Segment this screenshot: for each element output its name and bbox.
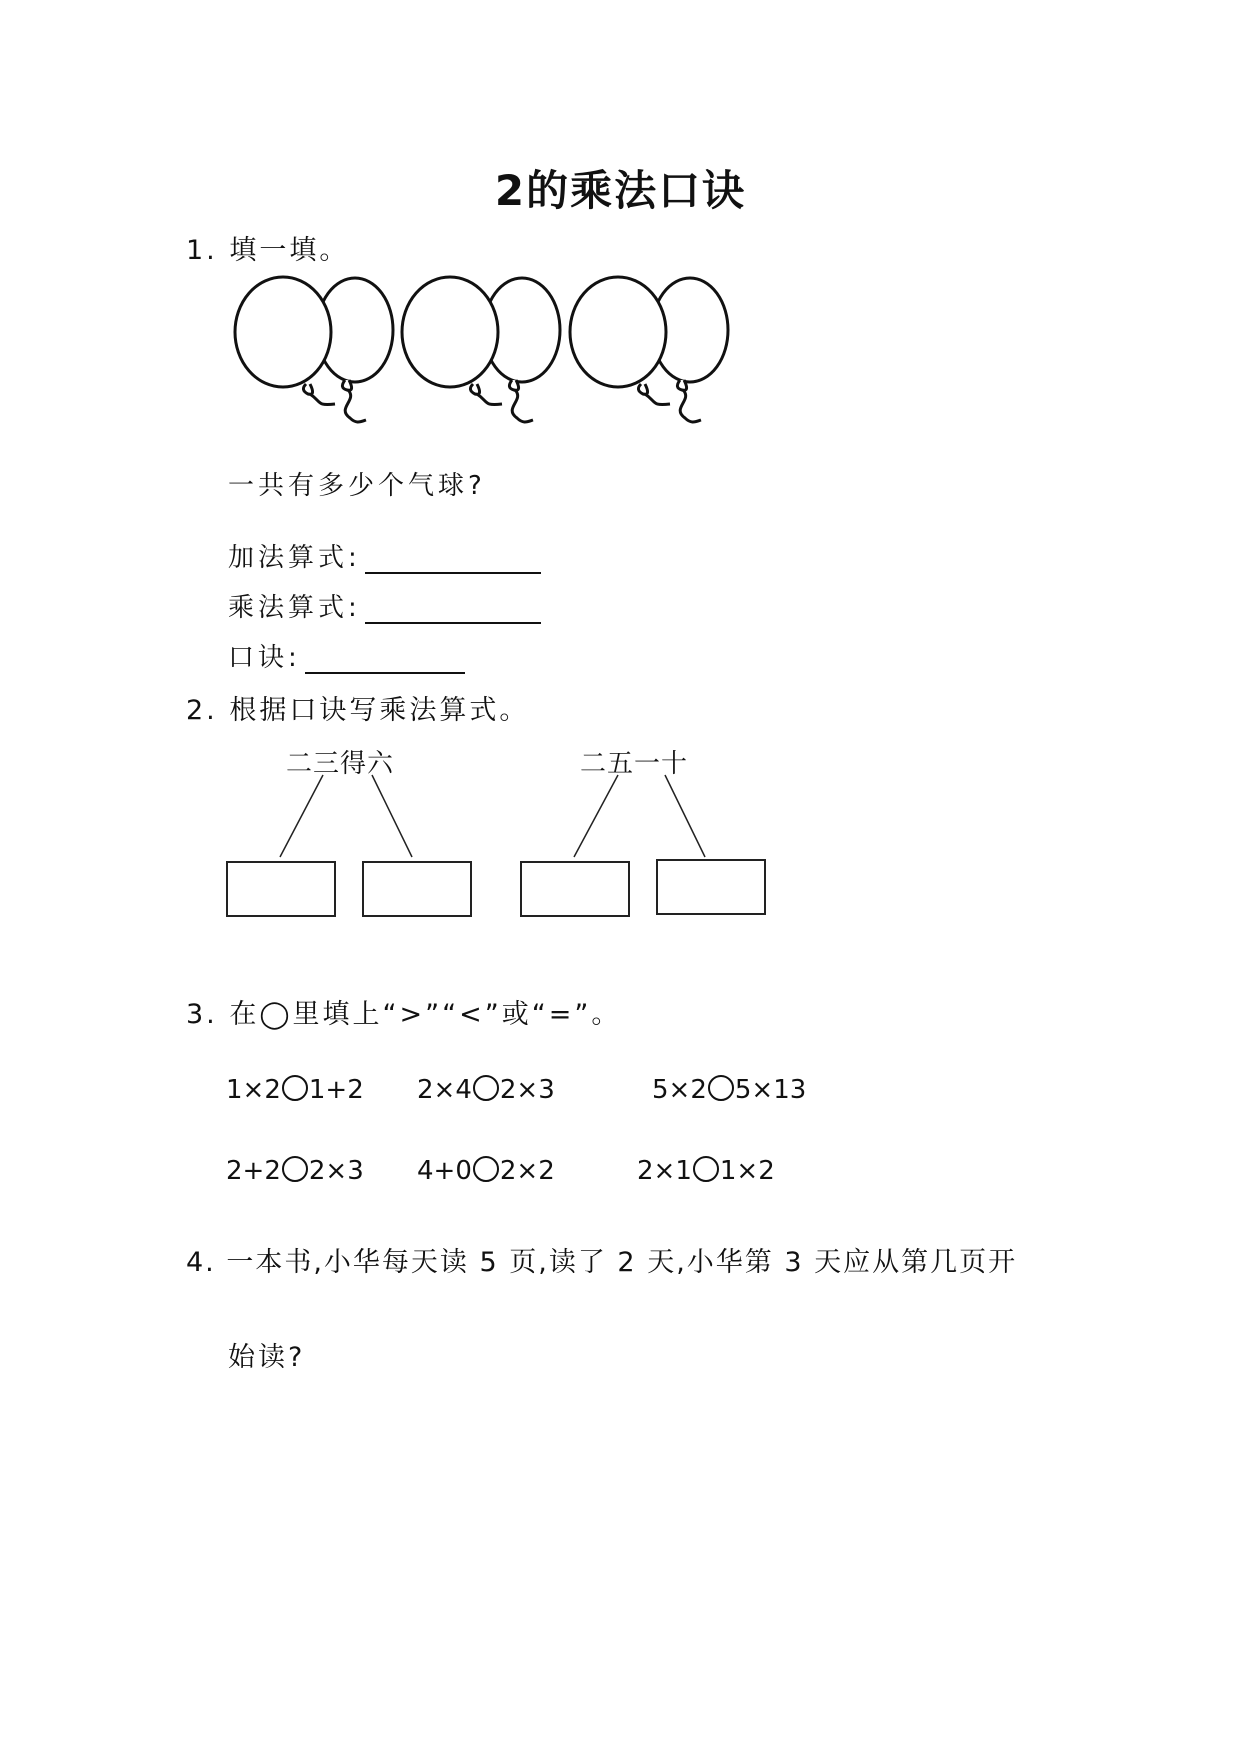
left-expr: 5×2	[652, 1075, 707, 1105]
right-expr: 2×3	[499, 1075, 555, 1105]
comparison-item	[637, 1156, 775, 1186]
comparison-item	[417, 1075, 555, 1105]
comparison-item	[226, 1156, 364, 1186]
balloon-pair-icon	[235, 277, 393, 422]
question-1-prompt: 一共有多少个气球?	[228, 471, 486, 501]
page-title: 2的乘法口诀	[494, 166, 747, 215]
multiplication-blank[interactable]	[365, 594, 541, 624]
question-4-line-1: 4. 一本书,小华每天读 5 页,读了 2 天,小华第 3 天应从第几页开	[186, 1247, 1018, 1278]
comparison-item	[652, 1075, 806, 1105]
answer-box[interactable]	[362, 861, 472, 917]
connector-lines	[280, 775, 705, 857]
balloon-pair-icon	[402, 277, 560, 422]
compare-circle[interactable]	[473, 1156, 499, 1182]
rhyme-row	[228, 637, 465, 674]
left-expr: 2+2	[226, 1156, 281, 1186]
multiplication-row	[228, 587, 541, 624]
comparison-item	[226, 1075, 364, 1105]
left-expr: 1×2	[226, 1075, 281, 1105]
addition-row	[228, 537, 541, 574]
left-expr: 2×1	[637, 1156, 692, 1186]
right-expr: 2×3	[308, 1156, 364, 1186]
question-4-line-2: 始读?	[228, 1342, 306, 1373]
question-2-label: 2. 根据口诀写乘法算式。	[186, 695, 530, 726]
right-expr: 1×2	[719, 1156, 775, 1186]
left-expr: 4+0	[417, 1156, 472, 1186]
compare-circle[interactable]	[282, 1156, 308, 1182]
rhyme-blank[interactable]	[305, 644, 465, 674]
rhyme-1: 二三得六	[286, 749, 395, 779]
multiplication-label: 乘法算式:	[228, 593, 361, 623]
compare-circle[interactable]	[473, 1075, 499, 1101]
right-expr: 2×2	[499, 1156, 555, 1186]
right-expr: 1+2	[308, 1075, 364, 1105]
compare-circle[interactable]	[708, 1075, 734, 1101]
comparison-item	[417, 1156, 555, 1186]
answer-box[interactable]	[520, 861, 630, 917]
balloon-pair-icon	[570, 277, 728, 422]
compare-circle[interactable]	[282, 1075, 308, 1101]
answer-box[interactable]	[226, 861, 336, 917]
question-1-label: 1. 填一填。	[186, 235, 350, 266]
rhyme-2: 二五一十	[580, 749, 689, 779]
compare-circle[interactable]	[693, 1156, 719, 1182]
answer-box[interactable]	[656, 859, 766, 915]
left-expr: 2×4	[417, 1075, 472, 1105]
addition-label: 加法算式:	[228, 543, 361, 573]
addition-blank[interactable]	[365, 544, 541, 574]
rhyme-label: 口诀:	[228, 643, 301, 673]
question-3-label: 3. 在◯里填上“>”“<”或“=”。	[186, 999, 622, 1030]
right-expr: 5×13	[734, 1075, 807, 1105]
